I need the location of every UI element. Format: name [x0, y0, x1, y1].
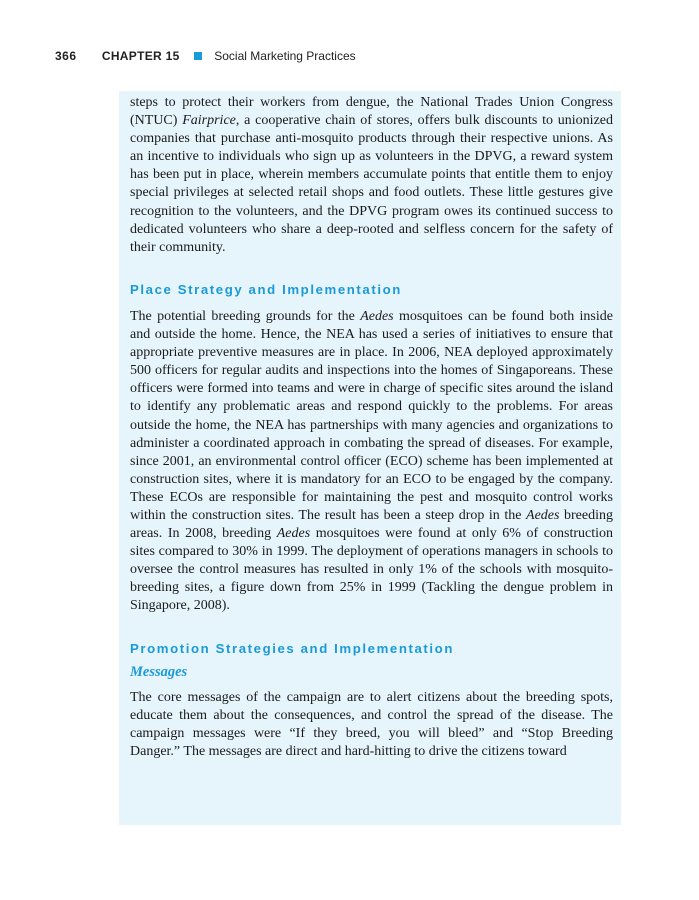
- messages-subheading: Messages: [130, 663, 188, 680]
- intro-paragraph: steps to protect their workers from dengue, the National Trades Union Congress (NTUC) Fairprice, a cooperative chain of stores, offers bulk discounts to unionized companies that purchase anti-mosquito products through their respective unions. As an incentive to individuals who sign up as volunteers in the DPVG, a reward system has been put in place, wherein members accumulate points that entitle them to enjoy special privileges at selected retail shops and food outlets. These little gestures give recognition to the volunteers, and the DPVG program owes its continued success to dedicated volunteers who share a deep-rooted and selfless concern for the safety of their community.: [130, 95, 613, 255]
- page-number: 366: [55, 48, 77, 63]
- promotion-strategies-heading: Promotion Strategies and Implementation: [130, 640, 454, 656]
- case-study-content: [130, 94, 613, 761]
- place-strategy-paragraph: The potential breeding grounds for the Aedes mosquitoes can be found both inside and outside the home. Hence, the NEA has used a series of initiatives to ensure that appropriate preventive measures are in place. In 2006, NEA deployed approximately 500 officers for regular audits and inspections into the homes of Singaporeans. These officers were formed into teams and were in charge of specific sites around the island to identify any problematic areas and respond quickly to the problems. For areas outside the home, the NEA has partnerships with many agencies and organizations to administer a coordinated approach in combating the spread of diseases. For example, since 2001, an environmental control officer (ECO) scheme has been implemented at construction sites, where it is mandatory for an ECO to be engaged by the company. These ECOs are responsible for maintaining the pest and mosquito control works within the construction sites. The result has been a steep drop in the Aedes breeding areas. In 2008, breeding Aedes mosquitoes were found at only 6% of construction sites compared to 30% in 1999. The deployment of operations managers in schools to oversee the control measures has resulted in only 1% of the schools with mosquito-breeding sites, a figure down from 25% in 1999 (Tackling the dengue problem in Singapore, 2008).: [130, 308, 614, 614]
- place-strategy-heading: Place Strategy and Implementation: [130, 281, 402, 297]
- running-header: [55, 48, 356, 66]
- chapter-label: CHAPTER 15: [101, 48, 180, 63]
- messages-paragraph: The core messages of the campaign are to alert citizens about the breeding spots, educate them about the consequences, and control the spread of the disease. The campaign messages were “If they breed, you will bleed” and “Stop Breeding Danger.” The messages are direct and hard-hitting to drive the citizens toward: [130, 689, 613, 759]
- square-bullet-icon: [194, 52, 202, 60]
- chapter-title: Social Marketing Practices: [214, 48, 356, 63]
